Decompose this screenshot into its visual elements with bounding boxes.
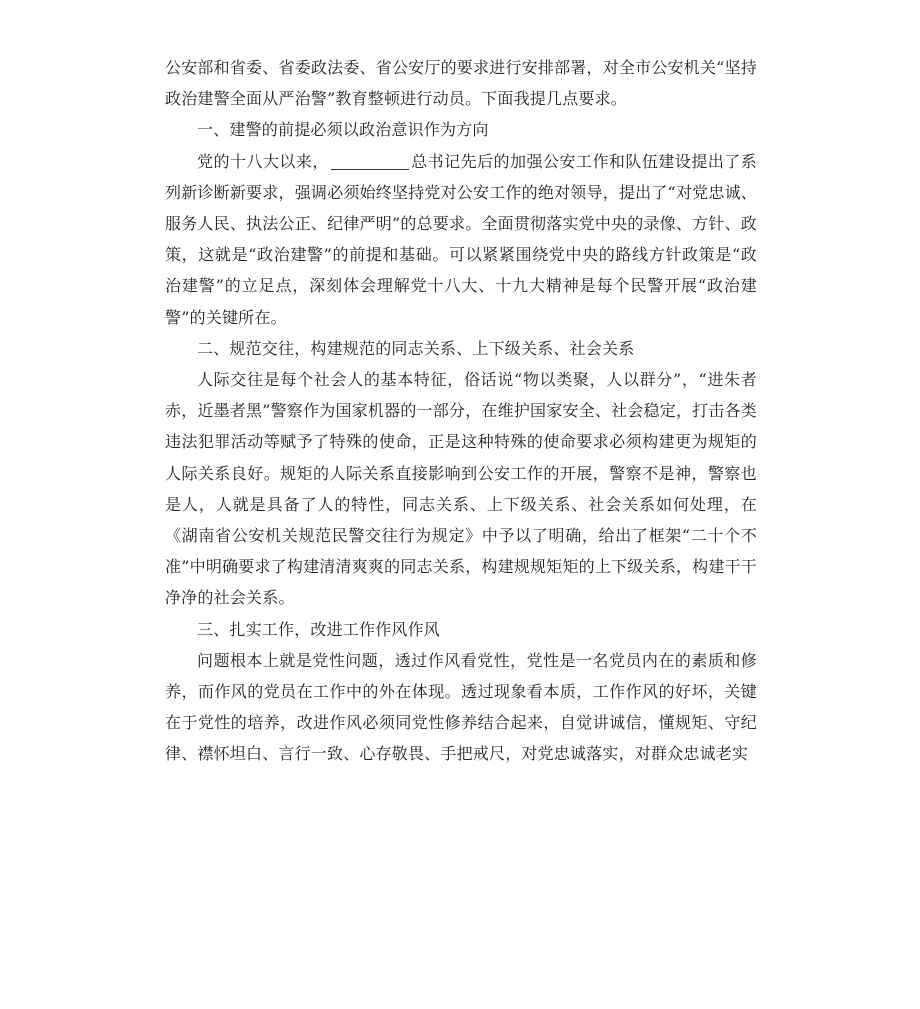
section-heading-1: 一、建警的前提必须以政治意识作为方向: [197, 120, 489, 140]
paragraph-text-after-blank: 总书记先后的加强公安工作和队伍建设提出了系列新诊断新要求，强调必须始终坚持党对公安工作的绝对领导，提出了“对党忠诚、服务人民、执法公正、纪律严明”的总要求。全面贯彻落实党中央的录像、方针、政策，这就是“政治建警”的前提和基础。可以紧紧围绕党中央的路线方针政策是“政治建警”的立足点，深刻体会理解党十八大、十九大精神是每个民警开展“政治建警”的关键所在。: [165, 151, 757, 327]
paragraph-political-awareness: [165, 146, 757, 333]
paragraph-text-before-blank: 党的十八大以来，: [197, 151, 329, 171]
paragraph-intro-continued: 公安部和省委、省委政法委、省公安厅的要求进行安排部署，对全市公安机关“坚持政治建警全面从严治警”教育整顿进行动员。下面我提几点要求。: [165, 58, 757, 109]
blank-underline: [331, 151, 409, 170]
paragraph-work-style: 问题根本上就是党性问题，透过作风看党性，党性是一名党员内在的素质和修养，而作风的党员在工作中的外在体现。透过现象看本质，工作作风的好坏，关键在于党性的培养，改进作风必须同党性修养结合起来，自觉讲诚信，懂规矩、守纪律、襟怀坦白、言行一致、心存敬畏、手把戒尺，对党忠诚落实，对群众忠诚老实: [165, 650, 757, 764]
document-body: [165, 52, 757, 770]
paragraph-interpersonal-relations: 人际交往是每个社会人的基本特征，俗话说“物以类聚，人以群分”，“进朱者赤，近墨者黑”警察作为国家机器的一部分，在维护国家安全、社会稳定，打击各类违法犯罪活动等赋予了特殊的使命，正是这种特殊的使命要求必须构建更为规矩的人际关系良好。规矩的人际关系直接影响到公安工作的开展，警察不是神，警察也是人，人就是具备了人的特性，同志关系、上下级关系、社会关系如何处理，在《湖南省公安机关规范民警交往行为规定》中予以了明确，给出了框架“二十个不准”中明确要求了构建清清爽爽的同志关系，构建规规矩矩的上下级关系，构建干干净净的社会关系。: [165, 370, 757, 608]
section-heading-3: 三、扎实工作，改进工作作风作风: [197, 619, 441, 639]
section-heading-2: 二、规范交往，构建规范的同志关系、上下级关系、社会关系: [197, 338, 635, 358]
